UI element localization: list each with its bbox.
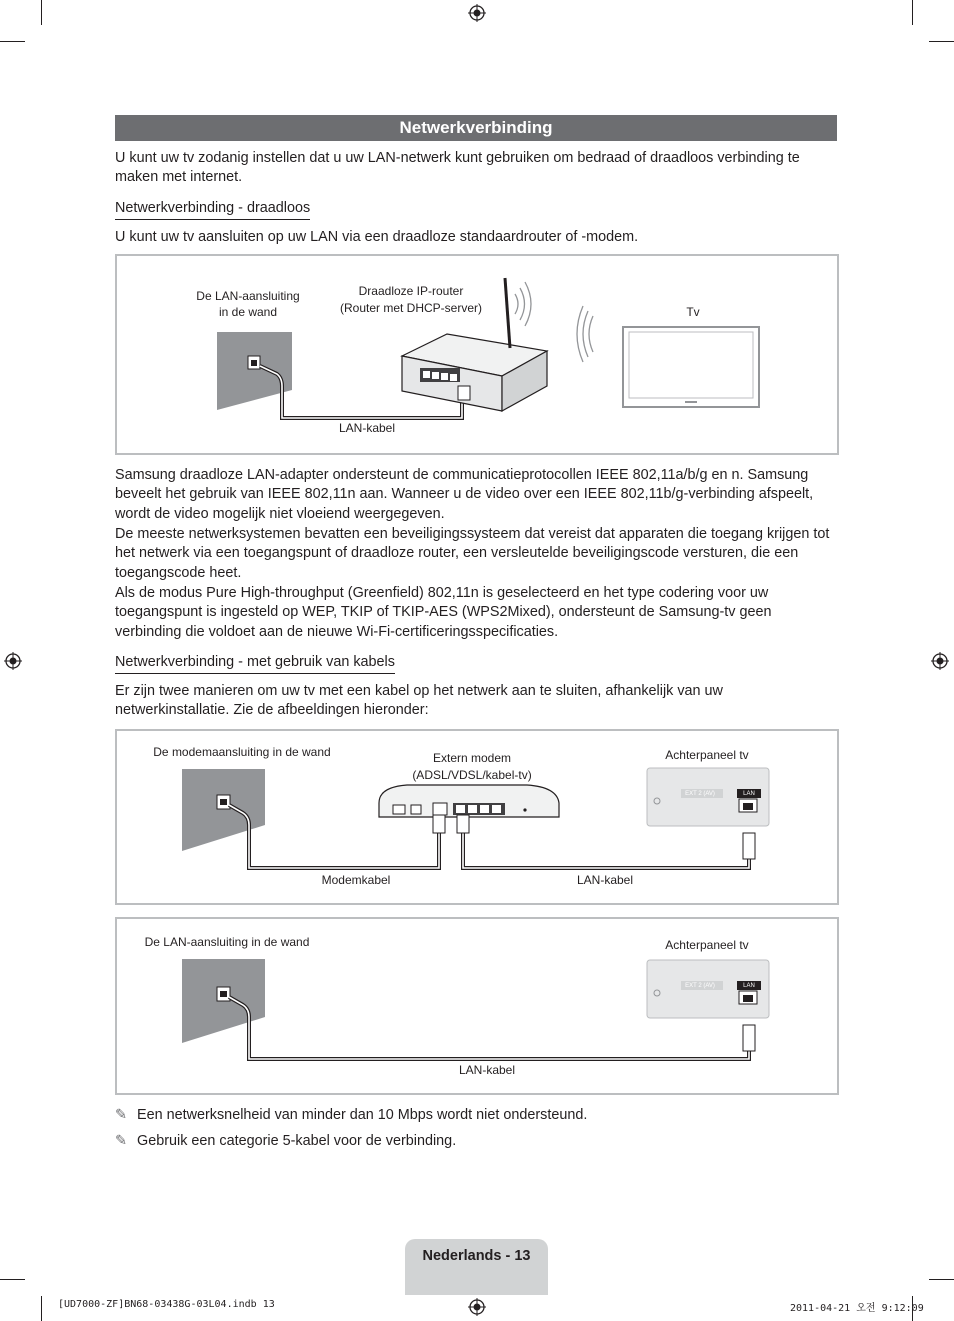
tv-panel-label: Achterpaneel tv: [665, 938, 749, 952]
print-slug-right: 2011-04-21 오전 9:12:09: [790, 1303, 924, 1314]
wired-heading: Netwerkverbinding - met gebruik van kabels: [115, 653, 395, 674]
wall-label: De LAN-aansluiting in de wand: [144, 935, 310, 949]
wireless-diagram: [115, 254, 839, 455]
protocol-text: Samsung draadloze LAN-adapter ondersteunt de communicatieprotocollen IEEE 802,11a/b/g en n. Samsung beveelt het gebruik van IEEE 802,11n aan. Wanneer u de video over een IEEE 802,11b/g-verbinding afspeelt, wordt de video mogelijk niet vloeiend weergegeven.: [115, 467, 814, 522]
wall-label-line-1: De LAN-aansluiting: [196, 289, 300, 303]
wall-label-line-2: in de wand: [218, 305, 278, 319]
lan-port-label: LAN: [743, 983, 755, 989]
lan-cable-label: LAN-kabel: [576, 873, 634, 887]
crop-mark: [0, 41, 25, 42]
crop-mark: [41, 0, 42, 25]
modem-cable-label: Modemkabel: [321, 873, 391, 887]
note-text: Een netwerksnelheid van minder dan 10 Mbps wordt niet ondersteund.: [137, 1107, 588, 1123]
crop-mark: [929, 1279, 954, 1280]
registration-mark-icon: [931, 652, 949, 670]
wall-label: De modemaansluiting in de wand: [153, 745, 331, 759]
tv-rear-panel: [647, 960, 769, 1051]
lan-cable-label: LAN-kabel: [338, 421, 396, 435]
intro-text: U kunt uw tv zodanig instellen dat u uw LAN-netwerk kunt gebruiken om bedraad of draadloos verbinding te maken met internet.: [115, 150, 800, 186]
pencil-note-icon: ✎: [115, 1133, 128, 1149]
wireless-heading: Netwerkverbinding - draadloos: [115, 199, 310, 220]
wall-lan-diagram: [115, 917, 839, 1095]
greenfield-text: Als de modus Pure High-throughput (Greenfield) 802,11n is geselecteerd en het type codering voor uw toegangspunt is ingesteld op WEP, TKIP of TKIP-AES (WPS2Mixed), ondersteunt de Samsung-tv geen verbinding die voldoet aan de nieuwe Wi-Fi-certificeringsspecificaties.: [115, 585, 772, 640]
router-label-line-2: (Router met DHCP-server): [339, 301, 483, 315]
crop-mark: [929, 41, 954, 42]
tv-panel-label: Achterpaneel tv: [665, 748, 749, 762]
external-modem: [379, 785, 559, 833]
modem-diagram: [115, 729, 839, 905]
crop-mark: [41, 1296, 42, 1321]
tv-label: Tv: [686, 305, 700, 319]
registration-mark-icon: [468, 1298, 486, 1316]
security-text: De meeste netwerksystemen bevatten een beveiligingssysteem dat vereist dat apparaten die toegang krijgen tot het netwerk via een toegangspunt of draadloze router, een versleutelde beveiligingscode versturen, die een toegangscode heet.: [115, 526, 830, 581]
crop-mark: [0, 1279, 25, 1280]
modem-label-line-2: (ADSL/VDSL/kabel-tv): [412, 768, 532, 782]
page-number-tab: Nederlands - 13: [405, 1239, 548, 1295]
tv-rear-panel: [647, 768, 769, 859]
print-slug-left: [UD7000-ZF]BN68-03438G-03L04.indb 13: [58, 1299, 275, 1310]
wall-panel: [182, 769, 265, 851]
registration-mark-icon: [4, 652, 22, 670]
note-item: [115, 1106, 587, 1125]
page-title: Netwerkverbinding: [115, 115, 837, 141]
note-text: Gebruik een categorie 5-kabel voor de verbinding.: [137, 1133, 457, 1149]
lan-port-label: LAN: [743, 791, 755, 797]
ext-port-label: EXT 2 (AV): [685, 791, 715, 797]
wireless-text: U kunt uw tv aansluiten op uw LAN via een draadloze standaardrouter of -modem.: [115, 229, 639, 245]
pencil-note-icon: ✎: [115, 1107, 128, 1123]
ext-port-label: EXT 2 (AV): [685, 983, 715, 989]
modem-label-line-1: Extern modem: [432, 751, 512, 765]
lan-cable: [463, 827, 749, 868]
note-item: [115, 1132, 456, 1151]
wired-text: Er zijn twee manieren om uw tv met een kabel op het netwerk aan te sluiten, afhankelijk van uw netwerkinstallatie. Zie de afbeeldingen hieronder:: [115, 683, 723, 719]
lan-cable-label: LAN-kabel: [458, 1063, 516, 1077]
registration-mark-icon: [468, 4, 486, 22]
crop-mark: [912, 0, 913, 25]
router-label-line-1: Draadloze IP-router: [358, 284, 464, 298]
tv-set: [623, 327, 759, 407]
